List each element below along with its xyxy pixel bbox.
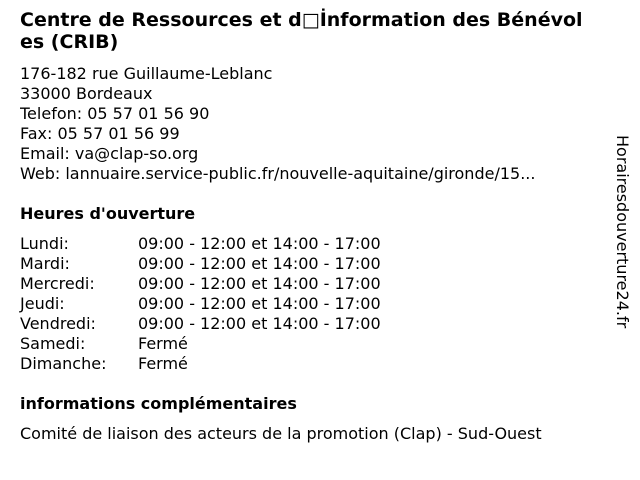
page-title: Centre de Ressources et d□İnformation des Bénévoles (CRIB) <box>20 9 583 53</box>
additional-info-text: Comité de liaison des acteurs de la promotion (Clap) - Sud-Ouest <box>20 424 542 443</box>
time-value: Fermé <box>138 334 188 353</box>
time-value: Fermé <box>138 354 188 373</box>
site-brand-watermark: Horairesdouverture24.fr <box>613 135 632 329</box>
hours-row-tuesday <box>20 254 381 274</box>
hours-row-sunday <box>20 354 381 374</box>
additional-info-heading: informations complémentaires <box>20 394 297 413</box>
day-label: Vendredi: <box>20 314 96 333</box>
hours-row-wednesday <box>20 274 381 294</box>
opening-hours-heading: Heures d'ouverture <box>20 204 196 223</box>
city-postcode: 33000 Bordeaux <box>20 84 153 103</box>
street-address: 176-182 rue Guillaume-Leblanc <box>20 64 273 83</box>
opening-hours-table <box>20 234 381 374</box>
time-value: 09:00 - 12:00 et 14:00 - 17:00 <box>138 254 381 273</box>
phone-number[interactable]: Telefon: 05 57 01 56 90 <box>20 104 210 123</box>
time-value: 09:00 - 12:00 et 14:00 - 17:00 <box>138 314 381 333</box>
hours-row-saturday <box>20 334 381 354</box>
hours-row-thursday <box>20 294 381 314</box>
email-address[interactable]: Email: va@clap-so.org <box>20 144 199 163</box>
day-label: Samedi: <box>20 334 86 353</box>
time-value: 09:00 - 12:00 et 14:00 - 17:00 <box>138 234 381 253</box>
contact-block <box>20 64 600 184</box>
time-value: 09:00 - 12:00 et 14:00 - 17:00 <box>138 294 381 313</box>
website-link[interactable]: Web: lannuaire.service-public.fr/nouvelle-aquitaine/gironde/15... <box>20 164 536 183</box>
day-label: Lundi: <box>20 234 69 253</box>
time-value: 09:00 - 12:00 et 14:00 - 17:00 <box>138 274 381 293</box>
day-label: Mercredi: <box>20 274 95 293</box>
day-label: Mardi: <box>20 254 70 273</box>
hours-row-monday <box>20 234 381 254</box>
fax-number: Fax: 05 57 01 56 99 <box>20 124 180 143</box>
day-label: Dimanche: <box>20 354 107 373</box>
hours-row-friday <box>20 314 381 334</box>
day-label: Jeudi: <box>20 294 65 313</box>
